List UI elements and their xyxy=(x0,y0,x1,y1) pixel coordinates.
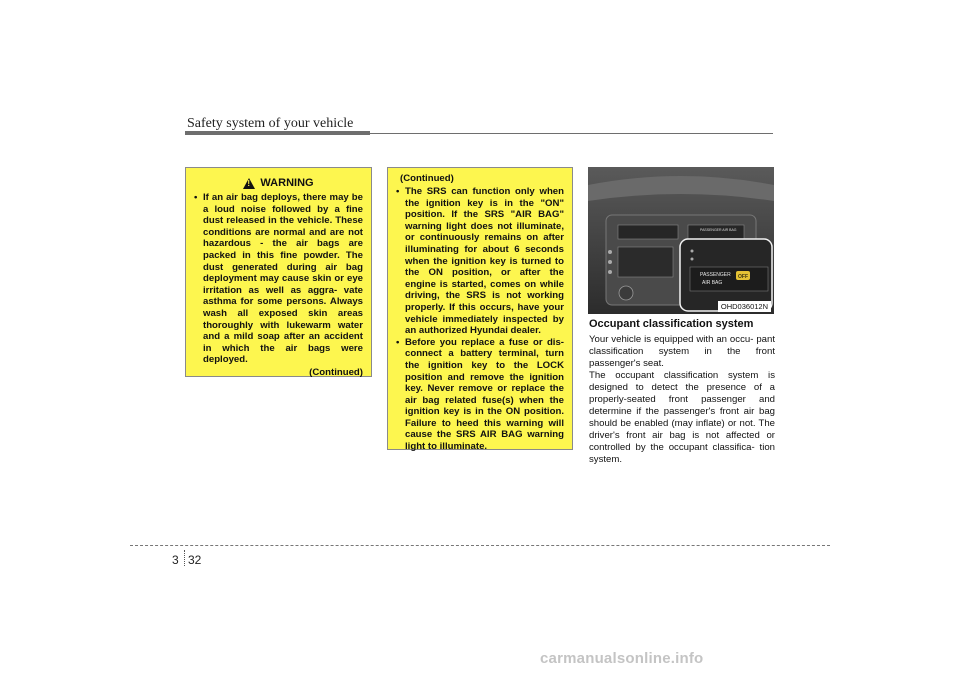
inset-button-icon xyxy=(691,250,694,253)
warning-item: • Before you replace a fuse or dis- connect a battery terminal, turn the ignition key to the LOCK position and remove the ignition key. Never remove or replace the air bag related fuse(s) when the ignition key is in the ON position. Failure to heed this warning will cause the SRS AIR BAG warning light to illuminate. xyxy=(396,337,564,453)
console-display xyxy=(618,225,678,239)
console-knob xyxy=(619,286,633,300)
console-button-icon xyxy=(608,270,612,274)
page-number: 32 xyxy=(188,553,202,567)
passenger-airbag-indicator-photo xyxy=(588,167,774,314)
inset-label-airbag: AIR BAG xyxy=(702,280,723,286)
continued-warning-box xyxy=(387,167,573,453)
console-button-icon xyxy=(608,250,612,254)
section-body xyxy=(589,334,775,466)
header-rule xyxy=(370,133,773,134)
paragraph: The occupant classification system is designed to detect the presence of a properly-seated front passenger and determine if the passenger's front air bag should be enabled (may inflate) or not. The driver's front air bag is not affected or controlled by the occupant classifica- tion system. xyxy=(589,370,775,465)
footer-separator xyxy=(184,550,185,566)
warning-item: • The SRS can function only when the ignition key is in the "ON" position. If the SRS "AIR BAG" warning light does not illuminate, or continuously remains on after illuminating for about 6 seconds when the ignition key is turned to the ON position, or after the engine is started, comes on while driving, the SRS is not working properly. If this occurs, have your vehicle immediately inspected by an authorized Hyundai dealer. xyxy=(396,186,564,337)
chapter-number: 3 xyxy=(172,553,179,567)
warning-triangle-icon: ! xyxy=(243,178,255,189)
section-title: Occupant classification system xyxy=(589,318,754,330)
console-button-icon xyxy=(608,260,612,264)
dashboard-illustration xyxy=(588,167,774,314)
continued-warning-list xyxy=(396,186,564,453)
watermark: carmanualsonline.info xyxy=(540,650,704,667)
figure-caption: OHD036012N xyxy=(718,301,771,312)
warning-list xyxy=(194,192,363,366)
page-header-title: Safety system of your vehicle xyxy=(187,116,354,131)
warning-heading-text: WARNING xyxy=(260,177,314,189)
radio-display xyxy=(618,247,673,277)
warning-item: • If an air bag deploys, there may be a loud noise followed by a fine dust released in the vehicle. These conditions are normal and are not hazardous - the air bags are packed in this fine powder. The dust generated during air bag deployment may cause skin or eye irritation as well as aggra- vate asthma for some persons. Always wash all exposed skin areas thoroughly with lukewarm water and a mild soap after an accident in which the air bags were deployed. xyxy=(194,192,363,366)
header-bar xyxy=(185,131,370,135)
warning-heading xyxy=(194,177,363,189)
continued-label: (Continued) xyxy=(309,366,363,378)
inset-indicator-panel xyxy=(690,267,768,291)
airbag-off-label: OFF xyxy=(738,274,748,280)
inset-label-passenger: PASSENGER xyxy=(700,272,731,278)
inset-button-icon xyxy=(691,258,694,261)
warning-box xyxy=(185,167,372,377)
airbag-indicator-small-label: PASSENGER AIR BAG xyxy=(700,228,737,232)
paragraph: Your vehicle is equipped with an occu- pant classification system in the front passenger's seat. xyxy=(589,334,775,369)
footer-rule xyxy=(130,545,830,546)
continued-label: (Continued) xyxy=(400,173,454,184)
